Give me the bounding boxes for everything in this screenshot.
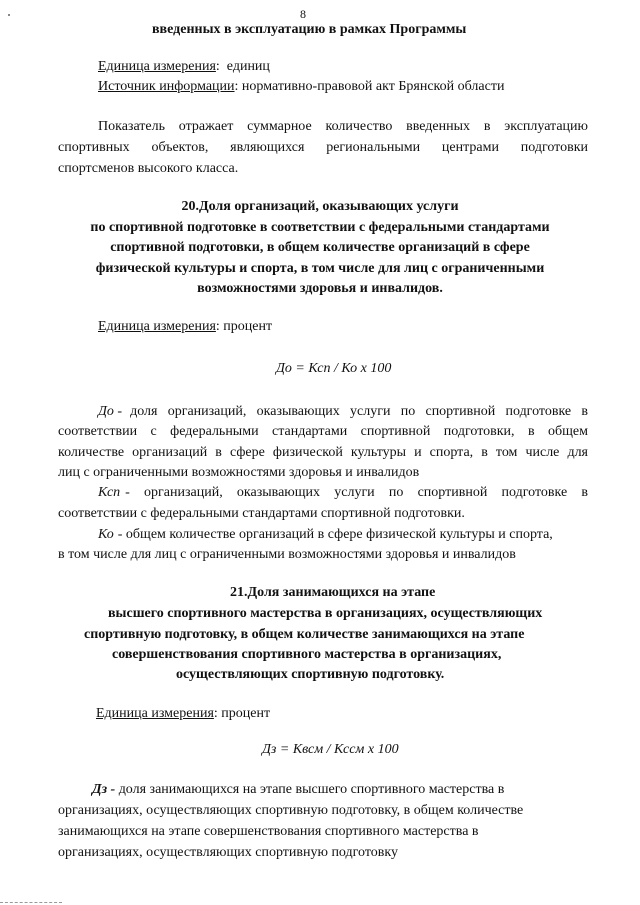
unit-line-21: Единица измерения: процент (96, 706, 271, 721)
unit-value: единиц (226, 59, 270, 74)
section-21-title-3: спортивную подготовку, в общем количестве занимающихся на этапе (84, 627, 525, 642)
source-value: нормативно-правовой акт Брянской области (241, 79, 505, 94)
def-do-line-1 (98, 404, 588, 420)
unit-label: Единица измерения (96, 706, 214, 721)
section-20-title-3: спортивной подготовки, в общем количестве организаций в сфере (110, 240, 530, 255)
footer-rule (0, 902, 62, 903)
section-21-title-5: осуществляющих спортивную подготовку. (176, 667, 445, 682)
def-dz-line-4: организациях, осуществляющих спортивную подготовку (58, 845, 399, 860)
section-21-title-1: 21.Доля занимающихся на этапе (230, 585, 436, 600)
def-ko-text: - общем количестве организаций в сфере физической культуры и спорта, (117, 527, 553, 542)
desc-19-line-1: Показатель отражает суммарное количество введенных в эксплуатацию (98, 119, 588, 134)
def-ksp-line-1 (98, 485, 588, 501)
section-20-title-1: 20.Доля организаций, оказывающих услуги (181, 199, 459, 214)
def-do-text: доля организаций, оказывающих услуги по спортивной подготовке в (130, 404, 588, 419)
formula-20: До = Ксп / Ко х 100 (276, 361, 392, 376)
page-number: 8 (300, 7, 306, 21)
def-do-line-2: соответствии с федеральными стандартами спортивной подготовки, в общем (58, 424, 588, 439)
source-label: Источник информации (98, 79, 235, 94)
section-20-title-2: по спортивной подготовке в соответствии с федеральными стандартами (90, 220, 550, 235)
source-line-19: Источник информации: нормативно-правовой акт Брянской области (98, 79, 505, 94)
def-do-term: До - (98, 404, 123, 419)
def-dz-term: Дз - (92, 782, 116, 797)
def-dz-text: доля занимающихся на этапе высшего спортивного мастерства в (118, 782, 505, 797)
def-ko-line-2: в том числе для лиц с ограниченными возможностями здоровья и инвалидов (58, 547, 516, 562)
def-do-line-3: количестве организаций в сфере физической культуры и спорта, в том числе для (58, 445, 588, 460)
unit-label: Единица измерения (98, 59, 216, 74)
def-do-line-4: лиц с ограниченными возможностями здоровья и инвалидов (58, 465, 420, 480)
section-20-title-5: возможностями здоровья и инвалидов. (197, 281, 443, 296)
formula-21: Дз = Квсм / Кссм х 100 (262, 742, 399, 757)
unit-label: Единица измерения (98, 319, 216, 334)
section-21-title-2: высшего спортивного мастерства в организациях, осуществляющих (108, 606, 543, 621)
def-dz-line-3: занимающихся на этапе совершенствования спортивного мастерства в (58, 824, 479, 839)
def-ksp-line-2: соответствии с федеральными стандартами спортивной подготовки. (58, 506, 465, 521)
heading-tail: введенных в эксплуатацию в рамках Программы (152, 22, 467, 37)
section-20-title-4: физической культуры и спорта, в том числе для лиц с ограниченными (95, 261, 545, 276)
unit-line-20: Единица измерения: процент (98, 319, 273, 334)
unit-value: процент (221, 706, 271, 721)
desc-19-line-2: спортивных объектов, являющихся региональными центрами подготовки (58, 140, 588, 155)
scan-speck (8, 14, 10, 16)
unit-value: процент (223, 319, 273, 334)
unit-line-19: Единица измерения: единиц (98, 59, 270, 74)
def-ksp-text: - организаций, оказывающих услуги по спортивной подготовке в (125, 485, 588, 500)
def-ko-term: Ко (98, 527, 114, 542)
def-ko-line-1 (98, 527, 588, 543)
section-21-title-4: совершенствования спортивного мастерства в организациях, (112, 647, 502, 662)
desc-19-line-3: спортсменов высокого класса. (58, 161, 239, 176)
def-dz-line-1 (92, 782, 504, 798)
def-ksp-term: Ксп (98, 485, 121, 500)
def-dz-line-2: организациях, осуществляющих спортивную подготовку, в общем количестве (58, 803, 524, 818)
